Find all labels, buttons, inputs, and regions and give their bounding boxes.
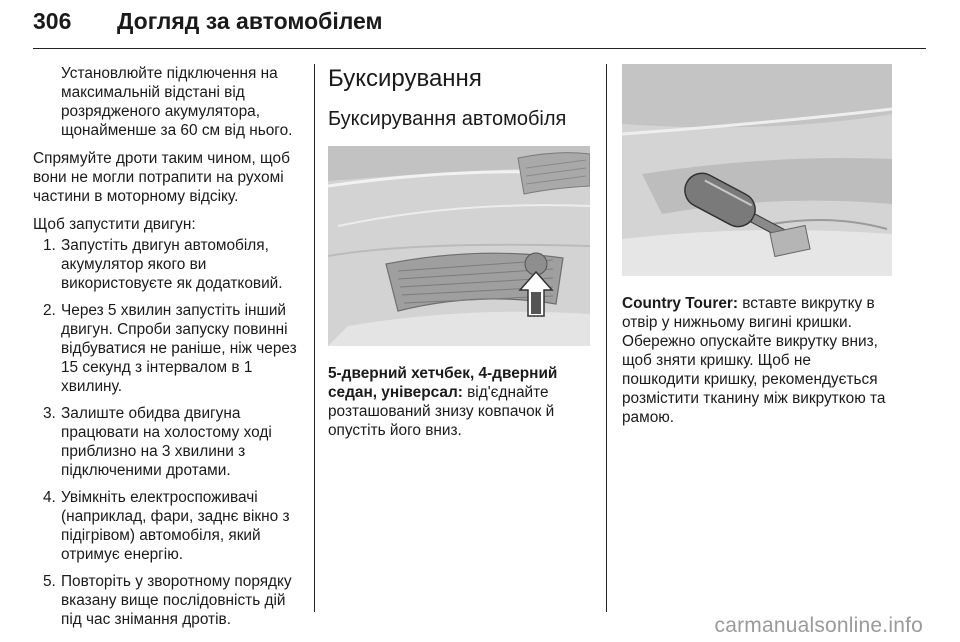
step-number: 1. <box>43 237 56 254</box>
step-text: Увімкніть електроспоживачі (наприклад, фари, заднє вікно з підігрівом) автомобіля, який отримує енергію. <box>61 489 290 563</box>
caption-model-label: Country Tourer: <box>622 295 738 312</box>
column-towing <box>328 64 590 440</box>
subsection-title: Буксирування автомобіля <box>328 108 567 130</box>
page-title: Догляд за автомобілем <box>117 8 383 34</box>
step-text: Запустіть двигун автомобіля, акумулятор якого ви використовуєте як додатковий. <box>61 237 283 292</box>
page-number: 306 <box>33 8 72 34</box>
column-divider-left <box>314 64 315 612</box>
screwdriver-cover-illustration <box>622 64 892 276</box>
section-title: Буксирування <box>328 65 482 92</box>
caption-text: від'єднайте розташований знизу ковпачок й опустіть його вниз. <box>328 384 555 439</box>
step-number: 3. <box>43 405 56 422</box>
list-item <box>33 301 305 396</box>
wires-paragraph: Спрямуйте дроти таким чином, щоб вони не могли потрапити на рухомі частини в моторному відсіку. <box>33 150 290 205</box>
list-item <box>33 404 305 480</box>
step-number: 4. <box>43 489 56 506</box>
caption-text: вставте викрутку в отвір у нижньому вигині кришки. Обережно опускайте викрутку вниз, щоб зняти кришку. Щоб не пошкодити кришку, рекомендується розмістити тканину між викруткою та рамою. <box>622 295 886 426</box>
list-item <box>33 236 305 293</box>
step-number: 5. <box>43 573 56 590</box>
step-text: Залиште обидва двигуна працювати на холостому ході приблизно на 3 хвилини з підключеними дротами. <box>61 405 272 479</box>
column-country-tourer <box>622 64 892 427</box>
towing-eye-cover-illustration <box>328 146 590 346</box>
connection-note: Установлюйте підключення на максимальній відстані від розрядженого акумулятора, щонайменше за 60 см від нього. <box>61 65 293 139</box>
column-divider-right <box>606 64 607 612</box>
step-text: Повторіть у зворотному порядку вказану вище послідовність дій під час знімання дротів. <box>61 573 292 628</box>
country-tourer-caption <box>622 294 892 427</box>
caption-model-label: 5-дверний хетчбек, 4-дверний седан, універсал: <box>328 365 558 401</box>
list-item <box>33 572 305 629</box>
site-watermark: carmanualsonline.info <box>714 614 923 637</box>
step-number: 2. <box>43 302 56 319</box>
list-item <box>33 488 305 564</box>
step-text: Через 5 хвилин запустіть інший двигун. Спроби запуску повинні відбуватися не раніше, ніж через 15 секунд з інтервалом в 1 хвилину. <box>61 302 297 395</box>
towing-caption <box>328 364 590 440</box>
column-jump-start <box>33 64 305 637</box>
start-steps-list <box>33 236 305 629</box>
page-header <box>33 8 926 48</box>
header-rule <box>33 48 926 49</box>
start-engine-paragraph: Щоб запустити двигун: <box>33 216 196 233</box>
